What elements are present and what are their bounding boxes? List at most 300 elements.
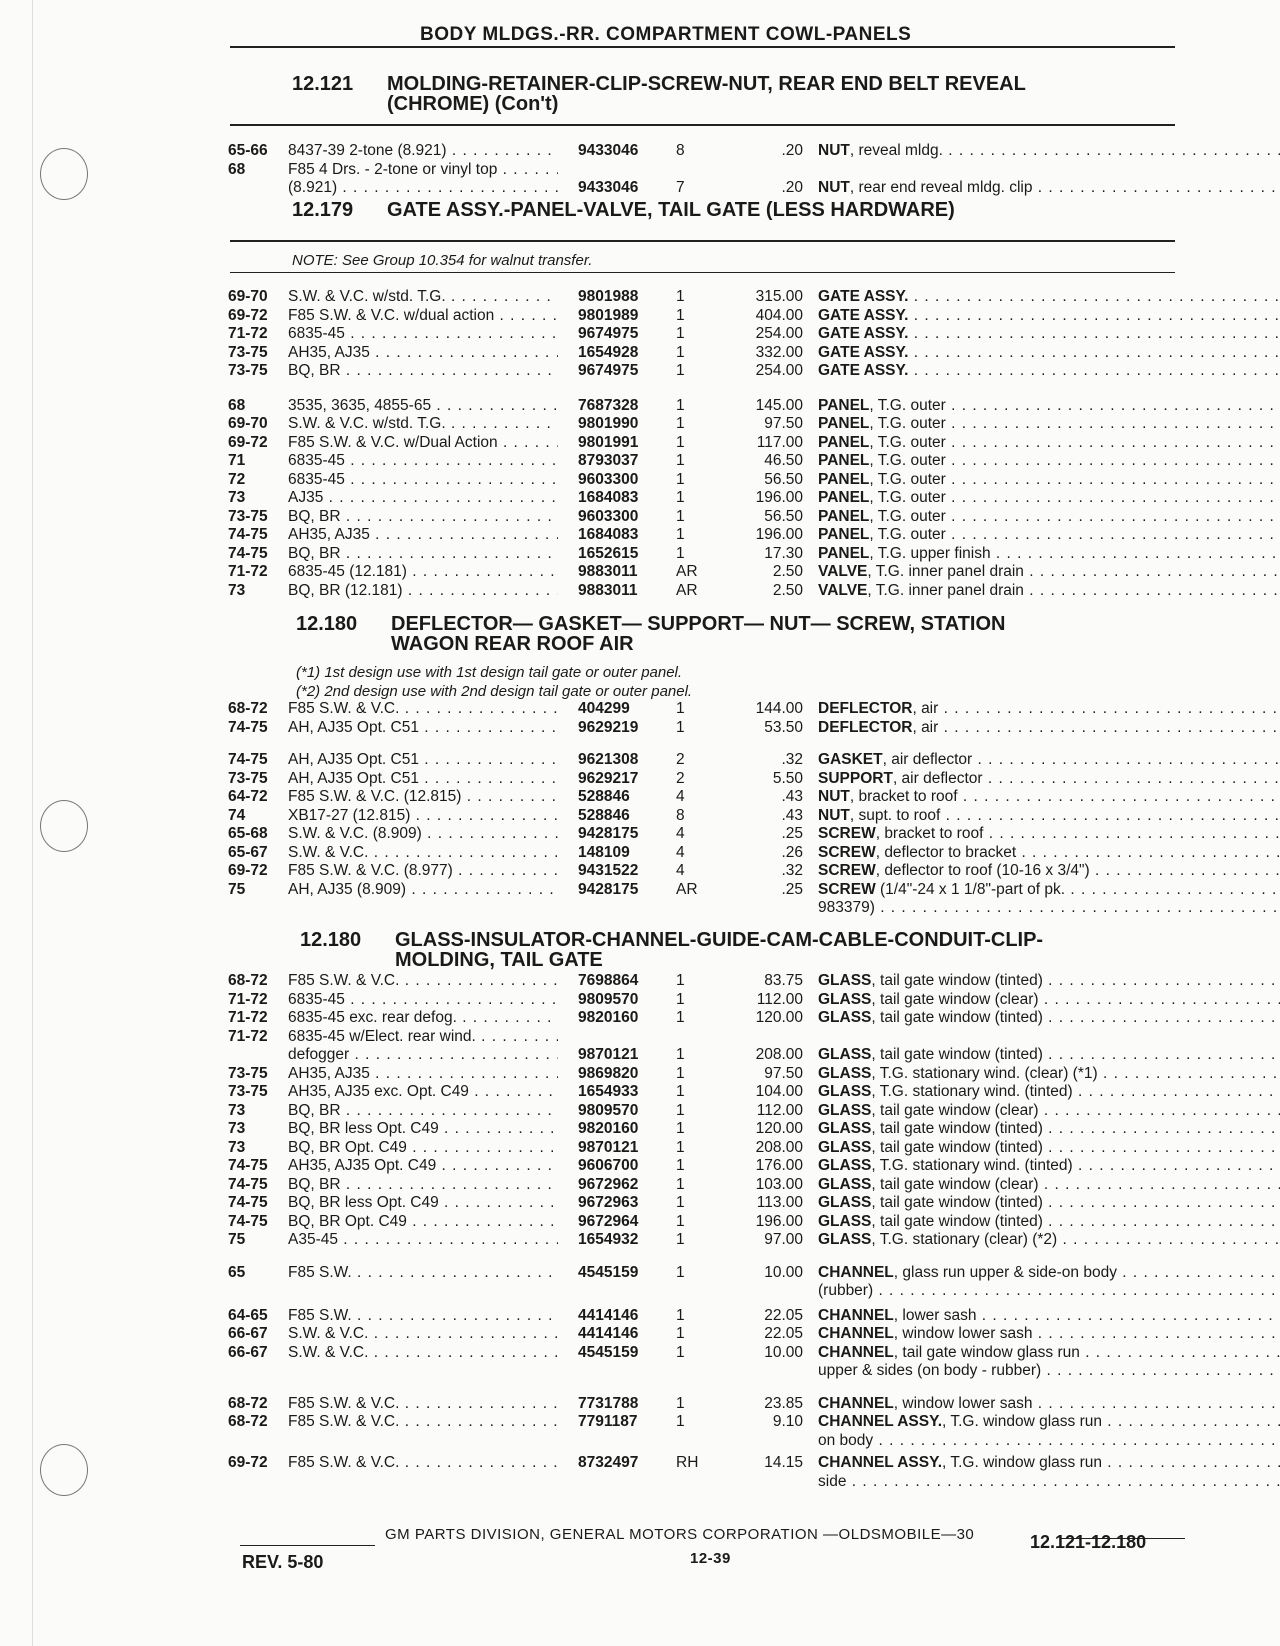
model-years: 73-75: [228, 1083, 268, 1100]
part-name: GLASS: [818, 1120, 872, 1137]
part-number: 8793037: [578, 452, 639, 469]
model-applicability: S.W. & V.C. (8.909) . . .: [288, 825, 558, 843]
model-applicability: F85 S.W. & V.C. w/Dual Action . . .: [288, 434, 558, 452]
part-description: [818, 751, 1280, 769]
part-description: [818, 1231, 1280, 1249]
section-rule: [230, 124, 1175, 126]
part-name: GATE ASSY.: [818, 343, 909, 361]
list-price: 176.00: [755, 1157, 803, 1174]
part-detail: , air deflector: [892, 769, 983, 787]
list-price: 254.00: [755, 325, 803, 342]
list-price: 46.50: [764, 452, 803, 469]
model-applicability: S.W. & V.C. . . .: [288, 844, 558, 862]
part-description: [818, 1264, 1280, 1282]
list-price: 5.50: [772, 769, 803, 787]
list-price: 332.00: [755, 343, 803, 361]
model-applicability: AH, AJ35 Opt. C51 . . .: [288, 719, 558, 737]
quantity: 1: [676, 700, 685, 717]
part-number: 1684083: [578, 526, 639, 543]
model-applicability: F85 4 Drs. - 2-tone or vinyl top . . .: [288, 161, 558, 179]
part-description: [818, 288, 1280, 306]
part-description: [818, 397, 1280, 415]
model-applicability: BQ, BR Opt. C49 . . .: [288, 1213, 558, 1231]
part-detail: , T.G. outer: [869, 489, 946, 506]
part-description: [818, 1176, 1280, 1194]
part-detail: , air deflector: [882, 751, 973, 768]
model-applicability: 3535, 3635, 4855-65 . . .: [288, 397, 558, 415]
part-detail: , T.G. window glass run: [942, 1413, 1102, 1430]
list-price: 97.00: [764, 1231, 803, 1248]
part-name: PANEL: [818, 544, 870, 562]
quantity: 1: [676, 362, 685, 379]
part-name: NUT: [818, 788, 850, 805]
section-heading-12-179: [292, 200, 955, 220]
model-applicability: AH, AJ35 (8.909) . . .: [288, 881, 558, 899]
model-years: 69-72: [228, 1454, 268, 1471]
list-price: 120.00: [755, 1120, 803, 1137]
part-name: GLASS: [818, 1212, 872, 1230]
page-number: 12-39: [690, 1550, 731, 1567]
part-detail: , lower sash: [893, 1306, 977, 1324]
part-number: 9433046: [578, 179, 639, 196]
part-description: [818, 344, 1280, 362]
part-number: 1654928: [578, 343, 639, 361]
part-number: 528846: [578, 788, 630, 805]
part-detail: , T.G. upper finish: [869, 544, 991, 562]
model-years: 74-75: [228, 1175, 268, 1193]
part-name: PANEL: [818, 526, 870, 543]
quantity: 4: [676, 788, 685, 805]
model-years: 73: [228, 1120, 246, 1137]
part-number: 9801990: [578, 415, 639, 432]
part-description: [818, 1139, 1280, 1157]
quantity: 1: [676, 544, 685, 562]
list-price: .32: [781, 751, 803, 768]
part-name: CHANNEL ASSY.: [818, 1413, 943, 1430]
list-price: 120.00: [755, 1009, 803, 1026]
revision-label: REV. 5-80: [242, 1552, 324, 1572]
model-applicability: 6835-45 w/Elect. rear wind. . . .: [288, 1028, 558, 1046]
list-price: 112.00: [756, 1101, 803, 1119]
model-years: 73-75: [228, 1064, 268, 1082]
model-years: 68-72: [228, 1394, 268, 1412]
part-description: [818, 770, 1280, 788]
quantity: 4: [676, 862, 685, 879]
list-price: .43: [781, 788, 803, 805]
model-years: 71-72: [228, 563, 268, 580]
part-name: VALVE: [818, 563, 868, 580]
part-description: [818, 582, 1280, 600]
part-description: [818, 1102, 1280, 1120]
part-detail: , air: [912, 700, 939, 717]
section-title: MOLDING-RETAINER-CLIP-SCREW-NUT, REAR END BELT REVEAL: [387, 73, 1026, 95]
part-detail: , rear end reveal mldg. clip: [849, 179, 1033, 196]
quantity: 1: [676, 526, 685, 543]
part-description: [818, 325, 1280, 343]
model-years: 68: [228, 396, 246, 414]
section-number: 12.179: [292, 199, 354, 221]
quantity: 1: [676, 1083, 685, 1100]
part-detail: , air: [912, 718, 939, 736]
part-number: 404299: [578, 700, 630, 717]
part-number: 8732497: [578, 1454, 639, 1471]
part-detail: , tail gate window (clear): [871, 990, 1039, 1008]
model-years: 69-72: [228, 862, 268, 879]
model-applicability: A35-45 . . .: [288, 1231, 558, 1249]
model-applicability: AH35, AJ35 . . .: [288, 526, 558, 544]
model-applicability: F85 S.W. & V.C. . . .: [288, 1413, 558, 1431]
part-description: [818, 307, 1280, 325]
part-detail: , T.G. inner panel drain: [867, 563, 1024, 580]
part-description: [818, 452, 1280, 470]
model-applicability: BQ, BR less Opt. C49 . . .: [288, 1120, 558, 1138]
model-applicability: F85 S.W. & V.C. (12.815) . . .: [288, 788, 558, 806]
part-description: [818, 788, 1280, 806]
quantity: 1: [676, 1138, 685, 1156]
part-number: 9809570: [578, 1101, 639, 1119]
part-description: [818, 1046, 1280, 1064]
model-years: 69-72: [228, 306, 268, 324]
part-detail: , deflector to bracket: [875, 843, 1017, 861]
part-description: [818, 1120, 1280, 1138]
part-description: [818, 991, 1280, 1009]
quantity: 1: [676, 489, 685, 506]
part-number: 9870121: [578, 1046, 639, 1063]
footer-corporation: GM PARTS DIVISION, GENERAL MOTORS CORPORATION —OLDSMOBILE—30: [385, 1526, 975, 1543]
model-years: 75: [228, 1231, 246, 1248]
model-applicability: BQ, BR . . .: [288, 508, 558, 526]
section-heading-12-180-glass: [300, 930, 1043, 970]
model-applicability: BQ, BR . . .: [288, 362, 558, 380]
part-name: PANEL: [818, 507, 870, 525]
part-detail: , tail gate window (tinted): [871, 1046, 1043, 1063]
part-number: 9801989: [578, 306, 639, 324]
part-detail: , window lower sash: [893, 1394, 1033, 1412]
part-description: [818, 142, 1280, 160]
part-name: GLASS: [818, 1101, 872, 1119]
part-description: [818, 545, 1280, 563]
part-name: GATE ASSY.: [818, 362, 909, 379]
page-header-title: BODY MLDGS.-RR. COMPARTMENT COWL-PANELS: [420, 24, 912, 45]
part-detail: , tail gate window (tinted): [871, 1120, 1043, 1137]
part-description: [818, 807, 1280, 825]
part-number: 9603300: [578, 507, 639, 525]
quantity: 1: [676, 1306, 685, 1324]
list-price: 56.50: [764, 470, 803, 488]
list-price: 104.00: [755, 1083, 803, 1100]
model-years: 65-67: [228, 843, 268, 861]
part-number: 9672962: [578, 1175, 639, 1193]
list-price: 196.00: [755, 1212, 803, 1230]
model-applicability: S.W. & V.C. . . .: [288, 1344, 558, 1362]
quantity: 1: [676, 1046, 685, 1063]
model-applicability: (8.921) . . .: [288, 179, 558, 197]
model-applicability: F85 S.W. . . .: [288, 1264, 558, 1282]
model-applicability: 6835-45 exc. rear defog. . . .: [288, 1009, 558, 1027]
model-years: 74-75: [228, 1194, 268, 1211]
part-number: 9431522: [578, 862, 639, 879]
part-name: PANEL: [818, 396, 870, 414]
model-years: 75: [228, 880, 246, 898]
part-name: GLASS: [818, 1194, 872, 1211]
part-name: CHANNEL ASSY.: [818, 1454, 943, 1471]
model-years: 66-67: [228, 1343, 268, 1361]
part-description: [818, 1065, 1280, 1083]
part-description: [818, 1344, 1280, 1362]
section-note: NOTE: See Group 10.354 for walnut transfer.: [292, 252, 593, 269]
part-number: 4545159: [578, 1343, 639, 1361]
model-years: 71-72: [228, 1027, 268, 1045]
binder-hole-bottom: [40, 1444, 88, 1496]
header-rule: [230, 46, 1175, 48]
part-description: [818, 1194, 1280, 1212]
part-detail: , T.G. outer: [869, 507, 946, 525]
part-description: [818, 700, 1280, 718]
model-years: 71-72: [228, 1009, 268, 1026]
part-detail: (1/4"-24 x 1 1/8"-part of pk.: [875, 880, 1066, 898]
quantity: 1: [676, 1009, 685, 1026]
part-name: GATE ASSY.: [818, 306, 909, 324]
model-years: 74-75: [228, 544, 268, 562]
part-description: [818, 179, 1280, 197]
part-number: 9869820: [578, 1064, 639, 1082]
quantity: 1: [676, 1175, 685, 1193]
quantity: 1: [676, 288, 685, 305]
model-applicability: F85 S.W. & V.C. . . .: [288, 1454, 558, 1472]
list-price: .43: [781, 806, 803, 824]
part-number: 9433046: [578, 142, 639, 159]
quantity: 1: [676, 1064, 685, 1082]
list-price: 23.85: [764, 1394, 803, 1412]
model-years: 74-75: [228, 1157, 268, 1174]
model-years: 73: [228, 489, 246, 506]
list-price: 315.00: [755, 288, 803, 305]
quantity: 1: [676, 972, 685, 989]
part-name: GLASS: [818, 1231, 872, 1248]
model-applicability: F85 S.W. & V.C. . . .: [288, 1395, 558, 1413]
part-name: GLASS: [818, 1157, 872, 1174]
list-price: 17.30: [764, 544, 803, 562]
quantity: 8: [676, 142, 685, 159]
list-price: 2.50: [772, 581, 803, 599]
part-number: 9672964: [578, 1212, 639, 1230]
quantity: 8: [676, 806, 685, 824]
model-applicability: AH, AJ35 Opt. C51 . . .: [288, 751, 558, 769]
model-years: 74-75: [228, 1212, 268, 1230]
part-description: [818, 362, 1280, 380]
part-description: [818, 1473, 1280, 1491]
part-number: 9801988: [578, 288, 639, 305]
part-description: [818, 489, 1280, 507]
model-applicability: BQ, BR . . .: [288, 1176, 558, 1194]
part-description: [818, 526, 1280, 544]
model-applicability: S.W. & V.C. . . .: [288, 1325, 558, 1343]
part-description: [818, 1009, 1280, 1027]
quantity: 1: [676, 1194, 685, 1211]
part-detail: , T.G. outer: [869, 452, 946, 469]
list-price: 22.05: [764, 1325, 803, 1342]
quantity: 1: [676, 507, 685, 525]
model-applicability: 8437-39 2-tone (8.921) . . .: [288, 142, 558, 160]
model-applicability: 6835-45 . . .: [288, 452, 558, 470]
part-detail: , tail gate window glass run: [893, 1343, 1080, 1361]
part-description: [818, 1157, 1280, 1175]
part-detail: side: [818, 1472, 847, 1490]
section-title: GLASS-INSULATOR-CHANNEL-GUIDE-CAM-CABLE-CONDUIT-CLIP-: [395, 929, 1044, 951]
part-detail: , T.G. stationary (clear) (*2): [871, 1231, 1058, 1248]
part-number: 7731788: [578, 1394, 639, 1412]
binder-hole-top: [40, 148, 88, 200]
part-description: [818, 1362, 1280, 1380]
list-price: 254.00: [755, 362, 803, 379]
quantity: 4: [676, 843, 685, 861]
part-number: 9629217: [578, 769, 639, 787]
quantity: 1: [676, 343, 685, 361]
model-applicability: BQ, BR less Opt. C49 . . .: [288, 1194, 558, 1212]
list-price: 208.00: [755, 1138, 803, 1156]
part-number: 1654932: [578, 1231, 639, 1248]
part-number: 7687328: [578, 396, 639, 414]
part-name: PANEL: [818, 489, 870, 506]
list-price: 53.50: [764, 718, 803, 736]
quantity: 1: [676, 1263, 685, 1281]
quantity: 1: [676, 433, 685, 451]
list-price: 404.00: [755, 306, 803, 324]
quantity: 1: [676, 1101, 685, 1119]
model-applicability: AH35, AJ35 Opt. C49 . . .: [288, 1157, 558, 1175]
part-detail: , tail gate window (clear): [871, 1101, 1039, 1119]
part-detail: , window lower sash: [893, 1325, 1033, 1342]
binder-hole-middle: [40, 800, 88, 852]
model-applicability: F85 S.W. & V.C. . . .: [288, 972, 558, 990]
group-range: 12.121-12.180: [1030, 1532, 1147, 1552]
model-applicability: BQ, BR Opt. C49 . . .: [288, 1139, 558, 1157]
list-price: .32: [781, 862, 803, 879]
model-applicability: F85 S.W. & V.C. (8.977) . . .: [288, 862, 558, 880]
list-price: .26: [781, 843, 803, 861]
part-detail: , glass run upper & side-on body: [893, 1263, 1117, 1281]
model-years: 71-72: [228, 990, 268, 1008]
model-years: 73: [228, 581, 246, 599]
part-detail: , T.G. outer: [869, 470, 946, 488]
list-price: 196.00: [755, 526, 803, 543]
part-name: GLASS: [818, 1046, 872, 1063]
model-applicability: F85 S.W. & V.C. . . .: [288, 700, 558, 718]
list-price: 117.00: [756, 433, 803, 451]
part-description: [818, 862, 1280, 880]
part-description: [818, 1413, 1280, 1431]
model-years: 64-65: [228, 1306, 268, 1324]
section-number: 12.180: [296, 613, 358, 635]
quantity: 1: [676, 1325, 685, 1342]
part-description: [818, 972, 1280, 990]
part-name: GLASS: [818, 1138, 872, 1156]
part-description: [818, 415, 1280, 433]
list-price: .25: [781, 825, 803, 842]
list-price: 22.05: [764, 1306, 803, 1324]
list-price: 9.10: [772, 1413, 803, 1430]
model-years: 74-75: [228, 751, 268, 768]
model-years: 69-70: [228, 288, 268, 305]
list-price: .20: [781, 179, 803, 196]
quantity: 2: [676, 751, 685, 768]
list-price: 208.00: [755, 1046, 803, 1063]
part-detail: (rubber): [818, 1282, 874, 1299]
section-number: 12.121: [292, 73, 354, 95]
model-applicability: F85 S.W. & V.C. w/dual action . . .: [288, 307, 558, 325]
part-number: 9870121: [578, 1138, 639, 1156]
part-name: PANEL: [818, 433, 870, 451]
model-applicability: F85 S.W. . . .: [288, 1307, 558, 1325]
part-detail: , bracket to roof: [875, 825, 984, 842]
quantity: AR: [676, 581, 698, 599]
model-applicability: S.W. & V.C. w/std. T.G. . . .: [288, 288, 558, 306]
section-title-continued: MOLDING, TAIL GATE: [395, 949, 603, 971]
part-name: SCREW: [818, 825, 876, 842]
model-years: 73-75: [228, 343, 268, 361]
list-price: 2.50: [772, 563, 803, 580]
list-price: 113.00: [756, 1194, 803, 1211]
part-number: 4414146: [578, 1306, 639, 1324]
part-name: NUT: [818, 806, 850, 824]
part-number: 4414146: [578, 1325, 639, 1342]
part-name: PANEL: [818, 415, 870, 432]
part-number: 7698864: [578, 972, 639, 989]
model-years: 65: [228, 1263, 246, 1281]
part-description: [818, 471, 1280, 489]
part-number: 9809570: [578, 990, 639, 1008]
quantity: 1: [676, 396, 685, 414]
model-applicability: BQ, BR . . .: [288, 1102, 558, 1120]
part-number: 1654933: [578, 1083, 639, 1100]
model-years: 69-72: [228, 433, 268, 451]
design-note-1: (*1) 1st design use with 1st design tail gate or outer panel.: [296, 664, 683, 681]
part-detail: , T.G. stationary wind. (tinted): [871, 1083, 1073, 1100]
model-years: 73: [228, 1138, 246, 1156]
model-years: 72: [228, 470, 246, 488]
part-detail: , reveal mldg.: [849, 142, 943, 159]
list-price: 14.15: [764, 1454, 803, 1471]
part-description: [818, 1307, 1280, 1325]
part-detail: , tail gate window (tinted): [871, 1009, 1043, 1026]
section-title-continued: WAGON REAR ROOF AIR: [391, 633, 634, 655]
quantity: 2: [676, 769, 685, 787]
part-detail: , tail gate window (tinted): [871, 1194, 1043, 1211]
part-description: [818, 1083, 1280, 1101]
footer-rule-left: [240, 1545, 375, 1546]
part-detail: on body: [818, 1431, 874, 1449]
list-price: 97.50: [764, 1064, 803, 1082]
part-detail: , supt. to roof: [849, 806, 941, 824]
quantity: 7: [676, 179, 685, 196]
part-name: SUPPORT: [818, 769, 893, 787]
part-name: GLASS: [818, 1083, 872, 1100]
model-years: 73-75: [228, 507, 268, 525]
model-applicability: AJ35 . . .: [288, 489, 558, 507]
quantity: 1: [676, 452, 685, 469]
part-description: [818, 881, 1280, 899]
section-heading-12-121: [292, 74, 1026, 114]
quantity: 1: [676, 325, 685, 342]
section-title: DEFLECTOR— GASKET— SUPPORT— NUT— SCREW, STATION: [391, 613, 1006, 635]
part-number: 9428175: [578, 825, 639, 842]
part-name: NUT: [818, 179, 850, 196]
list-price: 144.00: [755, 700, 803, 717]
part-description: [818, 1432, 1280, 1450]
model-years: 73: [228, 1101, 246, 1119]
part-description: [818, 825, 1280, 843]
part-name: CHANNEL: [818, 1263, 894, 1281]
